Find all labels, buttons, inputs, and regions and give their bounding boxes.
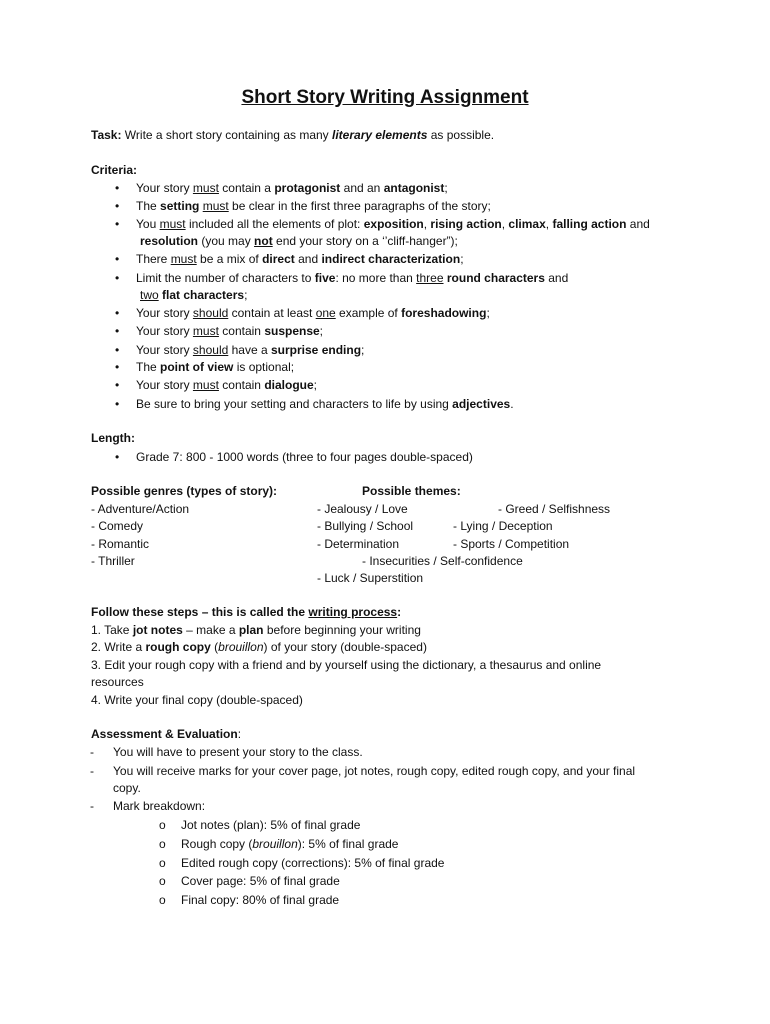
page-title: Short Story Writing Assignment: [241, 87, 529, 108]
criteria-item: • Your story should contain at least one example of foreshadowing;: [136, 305, 490, 322]
criteria-item: • Your story should have a surprise ending;: [136, 342, 364, 359]
criteria-heading: Criteria:: [91, 163, 138, 177]
themes-heading: Possible themes:: [362, 484, 461, 498]
criteria-item: • Limit the number of characters to five: no more than three round characters and: [136, 270, 568, 287]
genre-item: - Adventure/Action: [91, 502, 190, 516]
mark-item: o Rough copy (brouillon): 5% of final grade: [181, 836, 398, 853]
genre-item: - Thriller: [91, 554, 135, 568]
criteria-item: • Your story must contain suspense;: [136, 323, 323, 340]
step-item: 1. Take jot notes – make a plan before beginning your writing: [91, 623, 421, 637]
assessment-item: - You will receive marks for your cover page, jot notes, rough copy, edited rough copy, and your final: [113, 763, 635, 780]
task-line: Task: Write a short story containing as many literary elements as possible.: [91, 128, 495, 142]
genre-item: - Romantic: [91, 537, 150, 551]
theme-item: - Lying / Deception: [453, 519, 553, 533]
theme-item: - Determination: [317, 537, 400, 551]
theme-item: - Jealousy / Love: [317, 502, 408, 516]
assessment-heading: Assessment & Evaluation:: [91, 727, 242, 741]
theme-item: - Luck / Superstition: [317, 571, 424, 585]
theme-item: - Bullying / School: [317, 519, 414, 533]
assessment-item-continued: copy.: [113, 781, 141, 795]
mark-item: o Cover page: 5% of final grade: [181, 873, 340, 890]
criteria-item: • Be sure to bring your setting and characters to life by using adjectives.: [136, 396, 514, 413]
criteria-item: • The point of view is optional;: [136, 359, 294, 376]
step-item: 4. Write your final copy (double-spaced): [91, 693, 303, 707]
step-item: 2. Write a rough copy (brouillon) of your story (double-spaced): [91, 640, 427, 654]
length-item: • Grade 7: 800 - 1000 words (three to four pages double-spaced): [136, 449, 473, 466]
criteria-item: • Your story must contain a protagonist and an antagonist;: [136, 180, 448, 197]
theme-item: - Greed / Selfishness: [498, 502, 611, 516]
criteria-item: • The setting must be clear in the first three paragraphs of the story;: [136, 198, 491, 215]
criteria-item-continued: resolution (you may not end your story on a ‘’cliff-hanger”);: [140, 234, 458, 248]
step-item: 3. Edit your rough copy with a friend and by yourself using the dictionary, a thesaurus and online: [91, 658, 602, 672]
mark-item: o Final copy: 80% of final grade: [181, 892, 339, 909]
step-item-continued: resources: [91, 675, 144, 689]
criteria-item: • You must included all the elements of plot: exposition, rising action, climax, falling action and: [136, 216, 650, 233]
mark-item: o Edited rough copy (corrections): 5% of final grade: [181, 855, 444, 872]
genre-item: - Comedy: [91, 519, 144, 533]
mark-item: o Jot notes (plan): 5% of final grade: [181, 817, 360, 834]
genres-heading: Possible genres (types of story):: [91, 484, 278, 498]
assessment-item: - You will have to present your story to the class.: [113, 744, 363, 761]
criteria-item: • There must be a mix of direct and indirect characterization;: [136, 251, 464, 268]
criteria-item: • Your story must contain dialogue;: [136, 377, 317, 394]
assessment-item: - Mark breakdown:: [113, 798, 205, 815]
theme-item: - Sports / Competition: [453, 537, 570, 551]
criteria-item-continued: two flat characters;: [140, 288, 248, 302]
steps-heading: Follow these steps – this is called the writing process:: [91, 605, 402, 619]
length-heading: Length:: [91, 431, 135, 445]
theme-item: - Insecurities / Self-confidence: [362, 554, 523, 568]
